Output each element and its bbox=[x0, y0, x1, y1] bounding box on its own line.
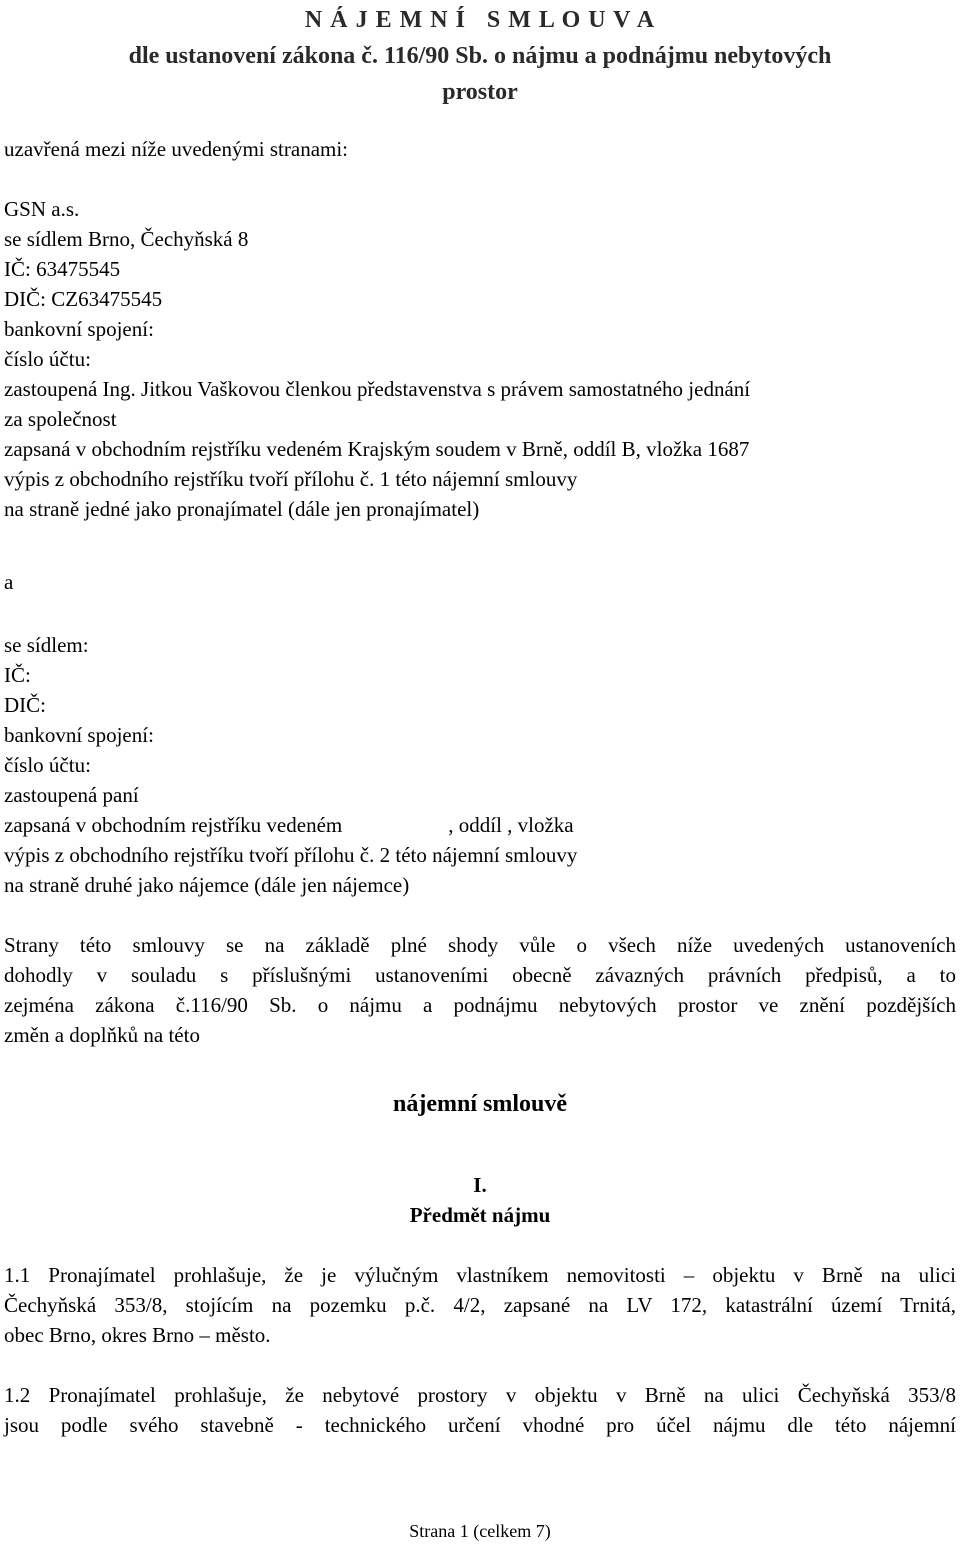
clause-1-2-line-1: 1.2 Pronajímatel prohlašuje, že nebytové prostory v objektu v Brně na ulici Čechyňská 353/8 bbox=[4, 1383, 956, 1407]
landlord-name: GSN a.s. bbox=[4, 197, 80, 221]
clause-1-1 bbox=[4, 1260, 956, 1350]
title-line-3: prostor bbox=[442, 79, 518, 105]
tenant-register-text: zapsaná v obchodním rejstříku vedeném bbox=[4, 813, 343, 837]
agreement-line-2: dohodly v souladu s příslušnými ustanoveními obecně závazných právních předpisů, a to bbox=[4, 963, 956, 987]
contract-heading: nájemní smlouvě bbox=[393, 1091, 567, 1117]
tenant-extract: výpis z obchodního rejstříku tvoří přílohu č. 2 této nájemní smlouvy bbox=[4, 843, 578, 867]
section-title: Předmět nájmu bbox=[409, 1203, 551, 1227]
page-footer: Strana 1 (celkem 7) bbox=[409, 1521, 551, 1541]
landlord-bank: bankovní spojení: bbox=[4, 317, 154, 341]
intro-text: uzavřená mezi níže uvedenými stranami: bbox=[4, 137, 349, 161]
agreement-line-1: Strany této smlouvy se na základě plné shody vůle o všech níže uvedených ustanoveních bbox=[4, 933, 956, 957]
landlord-ic: IČ: 63475545 bbox=[4, 257, 121, 281]
conjunction-and: a bbox=[4, 570, 14, 594]
landlord-register: zapsaná v obchodním rejstříku vedeném Krajským soudem v Brně, oddíl B, vložka 1687 bbox=[4, 437, 750, 461]
tenant-bank: bankovní spojení: bbox=[4, 723, 154, 747]
party-tenant bbox=[4, 630, 956, 900]
agreement-paragraph bbox=[4, 930, 956, 1050]
tenant-role: na straně druhé jako nájemce (dále jen nájemce) bbox=[4, 873, 410, 897]
section-number: I. bbox=[473, 1173, 487, 1197]
party-landlord bbox=[4, 194, 956, 524]
landlord-account: číslo účtu: bbox=[4, 347, 91, 371]
clause-1-1-line-1: 1.1 Pronajímatel prohlašuje, že je výlučným vlastníkem nemovitosti – objektu v Brně na ulici bbox=[4, 1263, 956, 1287]
tenant-account: číslo účtu: bbox=[4, 753, 91, 777]
title-line-1: N Á J E M N Í S M L O U V A bbox=[304, 7, 656, 33]
tenant-register-section: , oddíl , vložka bbox=[448, 813, 574, 837]
tenant-dic: DIČ: bbox=[4, 693, 46, 717]
landlord-seat: se sídlem Brno, Čechyňská 8 bbox=[4, 227, 249, 251]
landlord-role: na straně jedné jako pronajímatel (dále jen pronajímatel) bbox=[4, 497, 480, 521]
clause-1-1-line-3: obec Brno, okres Brno – město. bbox=[4, 1323, 271, 1347]
document-page bbox=[4, 0, 956, 1440]
landlord-dic: DIČ: CZ63475545 bbox=[4, 287, 163, 311]
clause-1-2 bbox=[4, 1380, 956, 1440]
clause-1-2-line-2: jsou podle svého stavebně - technického určení vhodné pro účel nájmu dle této nájemní bbox=[4, 1413, 956, 1437]
tenant-seat: se sídlem: bbox=[4, 633, 89, 657]
title-line-2: dle ustanovení zákona č. 116/90 Sb. o nájmu a podnájmu nebytových bbox=[128, 43, 832, 69]
document-title bbox=[4, 2, 956, 110]
tenant-representative: zastoupená paní bbox=[4, 783, 139, 807]
agreement-line-3: zejména zákona č.116/90 Sb. o nájmu a podnájmu nebytových prostor ve znění pozdějších bbox=[4, 993, 956, 1017]
tenant-ic: IČ: bbox=[4, 663, 31, 687]
landlord-extract: výpis z obchodního rejstříku tvoří přílohu č. 1 této nájemní smlouvy bbox=[4, 467, 578, 491]
clause-1-1-line-2: Čechyňská 353/8, stojícím na pozemku p.č. 4/2, zapsané na LV 172, katastrální území Trnitá, bbox=[4, 1293, 956, 1317]
landlord-representative-cont: za společnost bbox=[4, 407, 117, 431]
agreement-line-4: změn a doplňků na této bbox=[4, 1023, 200, 1047]
landlord-representative: zastoupená Ing. Jitkou Vaškovou členkou představenstva s právem samostatného jednání bbox=[4, 377, 751, 401]
tenant-register bbox=[4, 810, 956, 840]
